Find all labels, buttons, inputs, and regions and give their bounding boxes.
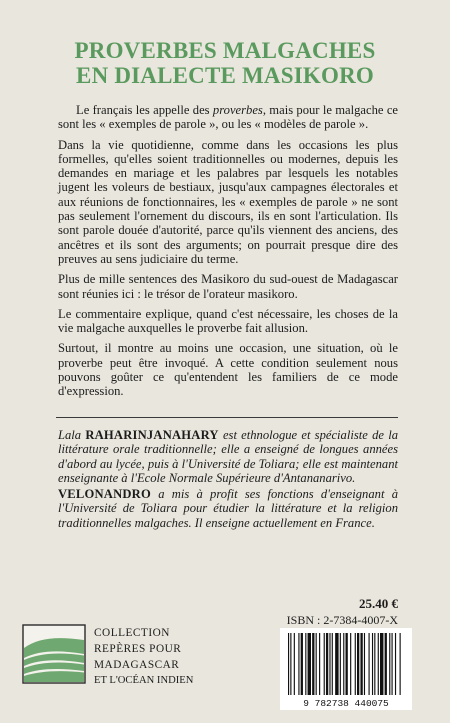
barcode-bar <box>288 633 289 695</box>
barcode-bar <box>400 633 401 695</box>
barcode-bar <box>298 633 299 695</box>
author-bio-1: Lala RAHARINJANAHARY est ethnologue et spécialiste de la littérature orale traditionnelle; elle a enseigné de longues années d'abord au lycée, puis à l'Université de Toliara; elle est maintenant enseignante à l'Ecole Normale Supérieure d'Antananarivo. <box>58 428 398 485</box>
barcode-bar <box>290 633 291 695</box>
barcode-bar <box>301 633 303 695</box>
barcode-digits: 9 782738 440075 <box>303 698 389 709</box>
divider <box>56 417 398 418</box>
summary-paragraph-2: Dans la vie quotidienne, comme dans les occasions les plus formelles, qu'elles soient traditionnelles ou modernes, depuis les demandes en mariage et les palabres par lesquels les notables jugent les voleurs de bestiaux, jusqu'aux campagnes électorales et aux réunions de fonctionnaires, les « exemples de parole » ne sont pas seulement l'ornement du discours, ils en sont l'articulation. Ils sont parole douée d'autorité, parce qu'ils viennent des anciens, des ancêtres et ils sont des arguments; on pourrait presque dire des preuves au sens judiciaire du terme. <box>58 137 398 266</box>
barcode-bar <box>332 633 333 695</box>
author-bio-2: VELONANDRO a mis à profit ses fonctions d'enseignant à l'Université de Toliara pour étudier la littérature et la religion traditionnelles malgaches. Il enseigne actuellement en France. <box>58 487 398 530</box>
author-name-1: RAHARINJANAHARY <box>85 428 219 442</box>
barcode-bar <box>360 633 362 695</box>
author-bios <box>58 428 398 532</box>
summary-paragraph-1: Le français les appelle des proverbes, mais pour le malgache ce sont les « exemples de parole », ou les « modèles de parole ». <box>58 103 398 132</box>
barcode-bar <box>308 633 311 695</box>
collection-line-3: MADAGASCAR <box>94 659 180 671</box>
barcode-bar <box>355 633 356 695</box>
barcode-bar <box>319 633 320 695</box>
barcode-bar <box>326 633 328 695</box>
barcode-bar <box>374 633 375 695</box>
barcode-bar <box>346 633 348 695</box>
collection-name <box>94 625 234 689</box>
price-label: 25.40 € <box>359 596 398 611</box>
barcode-bar <box>312 633 314 695</box>
summary-text <box>58 103 398 405</box>
barcode-bar <box>324 633 325 695</box>
barcode-bar <box>380 633 383 695</box>
barcode-bar <box>329 633 330 695</box>
title-line-2: EN DIALECTE MASIKORO <box>76 63 374 88</box>
collection-line-1: COLLECTION <box>94 627 170 639</box>
barcode-bar <box>357 633 359 695</box>
isbn-label: ISBN : 2-7384-4007-X <box>286 613 398 627</box>
summary-paragraph-4: Le commentaire explique, quand c'est nécessaire, les choses de la vie malgache auxquelles le proverbe fait allusion. <box>58 306 398 336</box>
author-name-2: VELONANDRO <box>58 487 151 502</box>
collection-line-4: ET L'OCÉAN INDIEN <box>94 675 194 686</box>
summary-paragraph-5: Surtout, il montre au moins une occasion, une situation, où le proverbe peut être invoqué. A cette condition seulement nous pouvons goûter ce qu'entendent les familiers de ce mode d'expression. <box>58 341 398 399</box>
barcode-bar <box>372 633 373 695</box>
barcode-bar <box>305 633 306 695</box>
barcode-bar <box>369 633 370 695</box>
barcode-bar <box>378 633 379 695</box>
barcode-bar <box>335 633 338 695</box>
title-line-1: PROVERBES MALGACHES <box>74 38 376 63</box>
barcode <box>280 628 412 710</box>
barcode-bar <box>343 633 344 695</box>
collection-logo <box>22 624 86 684</box>
barcode-bar <box>316 633 317 695</box>
collection-line-2: REPÈRES POUR <box>94 643 182 655</box>
barcode-bar <box>340 633 341 695</box>
barcode-bar <box>389 633 390 695</box>
barcode-bar <box>364 633 365 695</box>
barcode-bar <box>385 633 387 695</box>
barcode-bar <box>395 633 396 695</box>
barcode-bar <box>294 633 295 695</box>
barcode-bar <box>350 633 351 695</box>
logo-green-band <box>24 638 84 682</box>
barcode-bar <box>392 633 393 695</box>
summary-paragraph-3: Plus de mille sentences des Masikoro du sud-ouest de Madagascar sont réunies ici : le trésor de l'orateur masikoro. <box>58 272 398 301</box>
book-title <box>0 38 450 88</box>
